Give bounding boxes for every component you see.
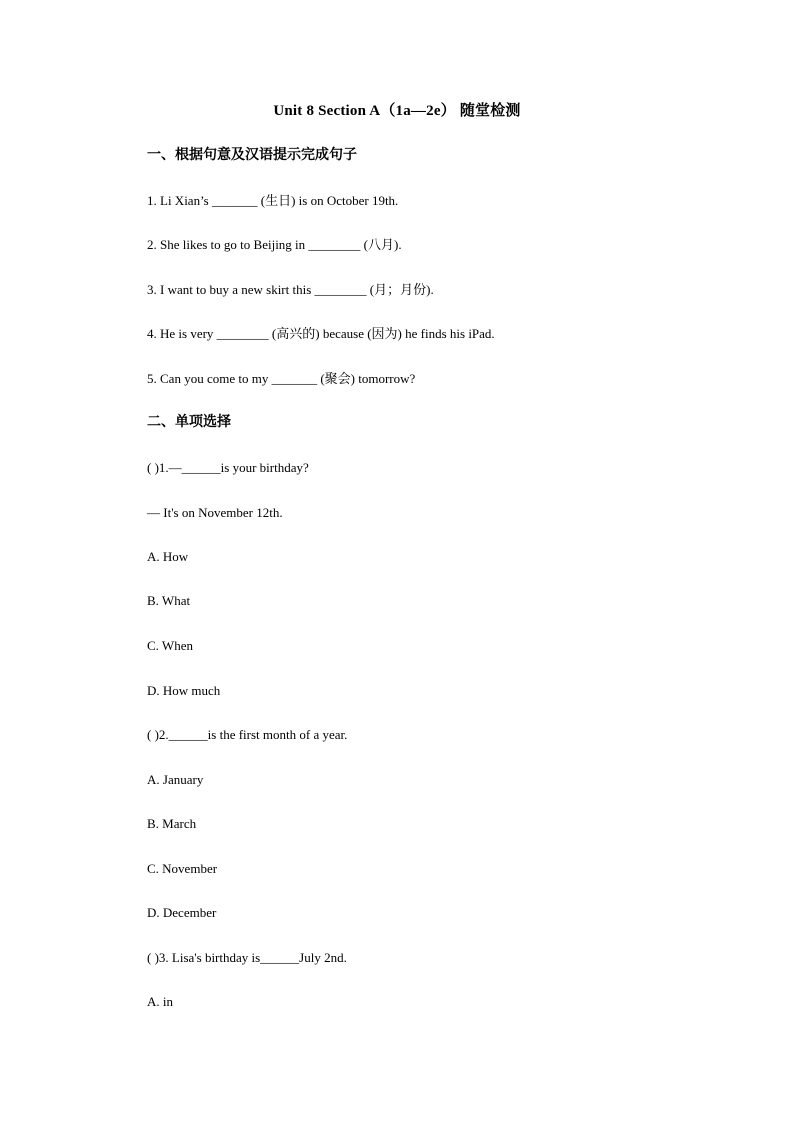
fill-blank-item-2: 2. She likes to go to Beijing in ________ (八月). bbox=[147, 237, 402, 252]
question-2: ( )2.______is the first month of a year. bbox=[147, 727, 348, 742]
fill-blank-item-3: 3. I want to buy a new skirt this ________ (月；月份). bbox=[147, 282, 434, 297]
fill-blank-item-4: 4. He is very ________ (高兴的) because (因为) he finds his iPad. bbox=[147, 326, 495, 341]
question-1-option-c: C. When bbox=[147, 638, 193, 653]
fill-blank-item-5: 5. Can you come to my _______ (聚会) tomorrow? bbox=[147, 371, 416, 386]
fill-blank-item-1: 1. Li Xian’s _______ (生日) is on October 19th. bbox=[147, 193, 399, 208]
question-2-option-a: A. January bbox=[147, 772, 204, 787]
question-1: ( )1.—______is your birthday? bbox=[147, 460, 309, 475]
question-1-option-d: D. How much bbox=[147, 683, 221, 698]
section-1-heading: 一、根据句意及汉语提示完成句子 bbox=[147, 148, 357, 163]
question-1-answer-line: — It's on November 12th. bbox=[147, 505, 283, 520]
question-1-option-a: A. How bbox=[147, 549, 189, 564]
question-2-option-d: D. December bbox=[147, 905, 217, 920]
question-2-option-b: B. March bbox=[147, 816, 197, 831]
question-2-option-c: C. November bbox=[147, 861, 218, 876]
question-3: ( )3. Lisa's birthday is______July 2nd. bbox=[147, 950, 347, 965]
section-2-heading: 二、单项选择 bbox=[147, 415, 231, 430]
question-1-option-b: B. What bbox=[147, 593, 191, 608]
question-3-option-a: A. in bbox=[147, 994, 173, 1009]
page-title: Unit 8 Section A（1a—2e） 随堂检测 bbox=[273, 103, 521, 119]
